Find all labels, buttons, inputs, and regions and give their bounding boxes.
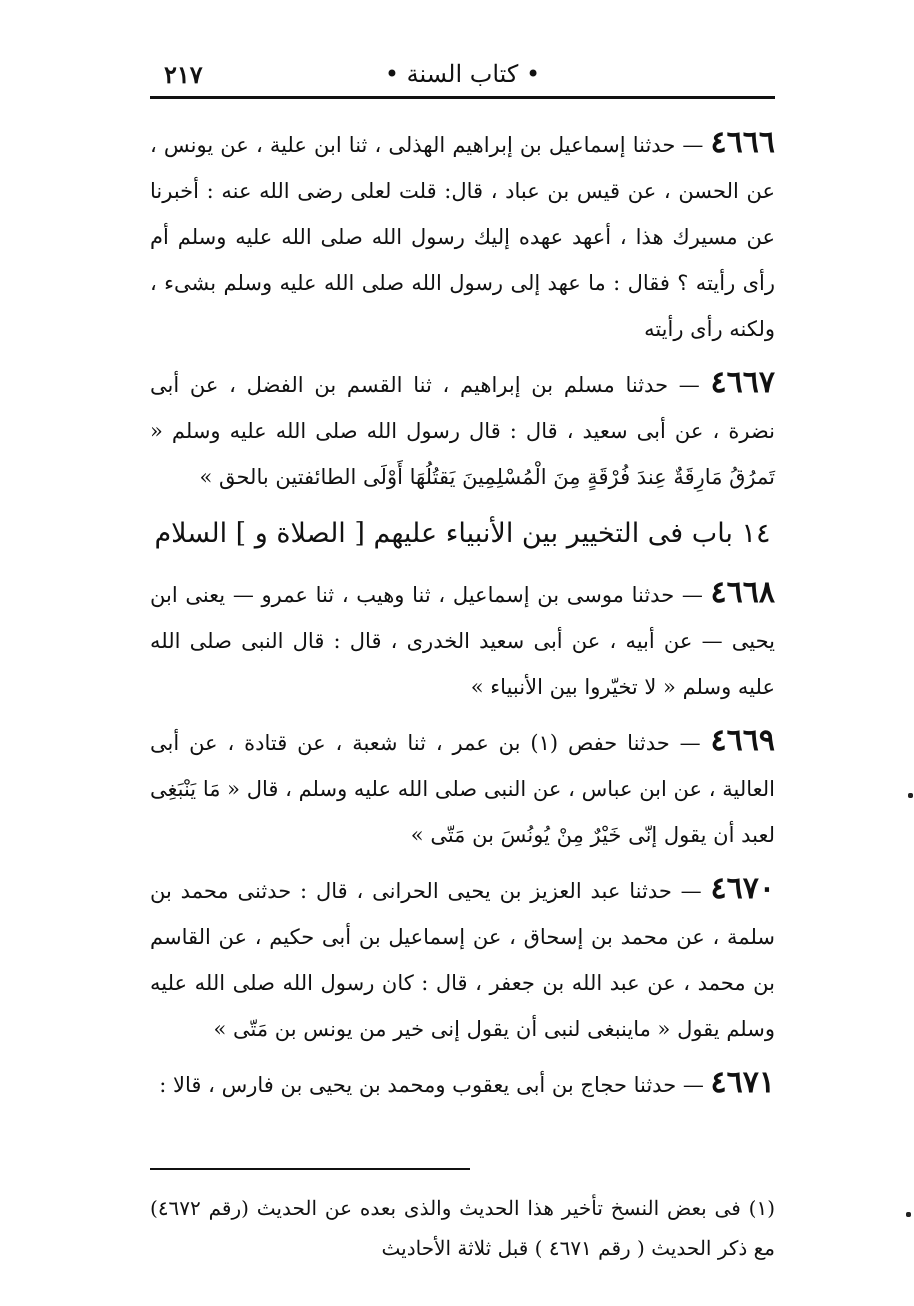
- hadith-text: — حدثنا مسلم بن إبراهيم ، ثنا القسم بن الفضل ، عن أبى نضرة ، عن أبى سعيد ، قال : قال رسول الله صلى الله عليه وسلم « تَمرُقُ مَارِقَةٌ عِندَ فُرْقَةٍ مِنَ الْمُسْلِمِينَ يَقتُلُهَا أَوْلَى الطائفتين بالحق »: [150, 373, 775, 489]
- hadith-4670: [150, 866, 775, 1052]
- hadith-4668: [150, 570, 775, 710]
- hadith-text: — حدثنا موسى بن إسماعيل ، ثنا وهيب ، ثنا عمرو — يعنى ابن يحيى — عن أبيه ، عن أبى سعيد الخدرى ، قال : قال النبى صلى الله عليه وسلم « لا تخيّروا بين الأنبياء »: [150, 583, 775, 699]
- header-rule: [150, 96, 775, 99]
- page-number: ٢١٧: [164, 60, 203, 89]
- hadith-text: — حدثنا إسماعيل بن إبراهيم الهذلى ، ثنا ابن علية ، عن يونس ، عن الحسن ، عن قيس بن عباد ، قال: قلت لعلى رضى الله عنه : أخبرنا عن مسيرك هذا ، أعهد عهده إليك رسول الله صلى الله عليه وسلم أم رأى رأيته ؟ فقال : ما عهد إلى رسول الله صلى الله عليه وسلم بشىء ، ولكنه رأى رأيته: [150, 133, 775, 341]
- hadith-number: ٤٦٦٧: [710, 365, 775, 400]
- footnote-rule: [150, 1168, 470, 1170]
- hadith-4671: [150, 1060, 775, 1108]
- hadith-number: ٤٦٦٨: [710, 575, 775, 610]
- hadith-text: — حدثنا عبد العزيز بن يحيى الحرانى ، قال : حدثنى محمد بن سلمة ، عن محمد بن إسحاق ، عن إسماعيل بن أبى حكيم ، عن القاسم بن محمد ، عن عبد الله بن جعفر ، قال : كان رسول الله صلى الله عليه وسلم يقول « ماينبغى لنبى أن يقول إنى خير من يونس بن مَتّى »: [150, 879, 775, 1041]
- book-page: [150, 40, 775, 1280]
- hadith-number: ٤٦٧١: [710, 1065, 775, 1100]
- main-text: [150, 120, 775, 1108]
- hadith-number: ٤٦٦٩: [710, 723, 775, 758]
- page-header: [150, 54, 775, 94]
- hadith-number: ٤٦٦٦: [710, 125, 775, 160]
- footnote: (١) فى بعض النسخ تأخير هذا الحديث والذى بعده عن الحديث (رقم ٤٦٧٢) مع ذكر الحديث ( رقم ٤٦٧١ ) قبل ثلاثة الأحاديث: [150, 1196, 775, 1260]
- hadith-text: — حدثنا حجاج بن أبى يعقوب ومحمد بن يحيى بن فارس ، قالا :: [159, 1073, 704, 1097]
- hadith-4667: [150, 360, 775, 500]
- hadith-number: ٤٦٧٠: [710, 871, 775, 906]
- chapter-heading: ١٤ باب فى التخيير بين الأنبياء عليهم [ الصلاة و ] السلام: [154, 518, 771, 549]
- hadith-text: — حدثنا حفص (١) بن عمر ، ثنا شعبة ، عن قتادة ، عن أبى العالية ، عن ابن عباس ، عن النبى صلى الله عليه وسلم ، قال « مَا يَنْبَغِى لعبد أن يقول إنّى خَيْرٌ مِنْ يُونُسَ بن مَتّى »: [150, 731, 775, 847]
- hadith-4669: [150, 718, 775, 858]
- hadith-4666: [150, 120, 775, 352]
- running-title: • كتاب السنة •: [384, 60, 541, 88]
